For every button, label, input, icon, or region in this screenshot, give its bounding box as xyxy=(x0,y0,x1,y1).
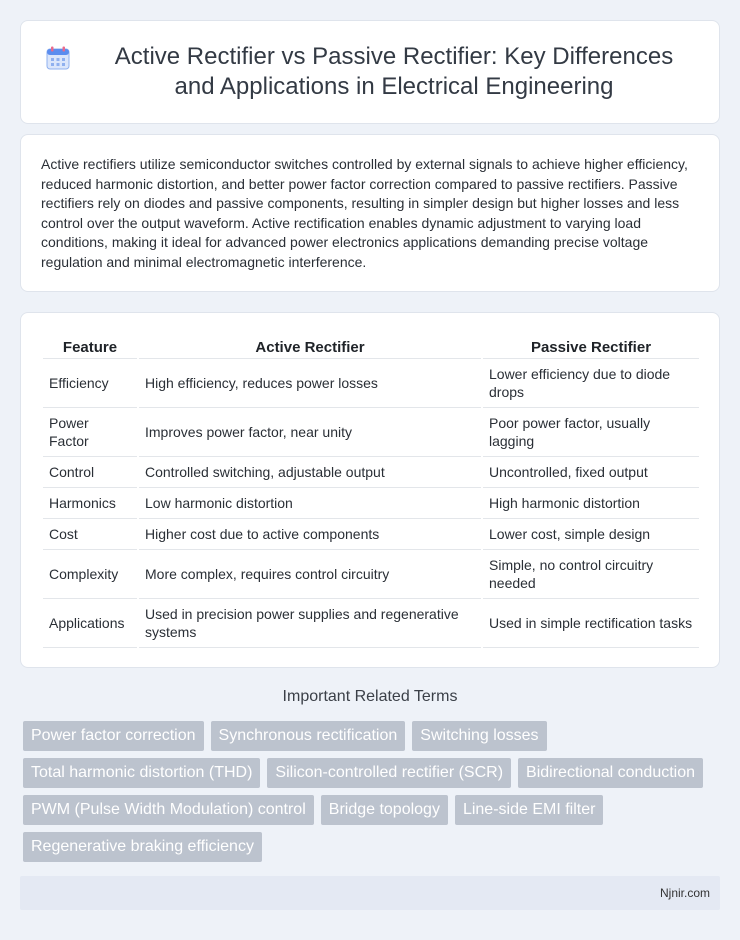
term-tag[interactable]: Synchronous rectification xyxy=(211,721,406,751)
cell-passive: Poor power factor, usually lagging xyxy=(483,408,699,457)
cell-passive: High harmonic distortion xyxy=(483,488,699,519)
related-terms-list xyxy=(23,721,717,862)
cell-feature: Cost xyxy=(43,519,137,550)
term-tag[interactable]: Power factor correction xyxy=(23,721,204,751)
table-row xyxy=(43,359,699,408)
column-header-active: Active Rectifier xyxy=(139,333,481,359)
cell-feature: Efficiency xyxy=(43,359,137,408)
cell-passive: Lower efficiency due to diode drops xyxy=(483,359,699,408)
intro-paragraph: Active rectifiers utilize semiconductor switches controlled by external signals to achieve higher efficiency, reduced harmonic distortion, and better power factor correction compared to passive rectifiers. Passive rectifiers rely on diodes and passive components, resulting in simpler design but higher losses and less control over the output waveform. Active rectification enables dynamic adjustment to varying load conditions, making it ideal for advanced power electronics applications demanding precise voltage regulation and minimal electromagnetic interference. xyxy=(41,156,688,270)
cell-active: Controlled switching, adjustable output xyxy=(139,457,481,488)
term-tag[interactable]: Silicon-controlled rectifier (SCR) xyxy=(267,758,511,788)
cell-active: Higher cost due to active components xyxy=(139,519,481,550)
column-header-passive: Passive Rectifier xyxy=(483,333,699,359)
comparison-table xyxy=(41,333,701,648)
title-card xyxy=(20,20,720,124)
term-tag[interactable]: Bridge topology xyxy=(321,795,448,825)
table-row xyxy=(43,550,699,599)
term-tag[interactable]: PWM (Pulse Width Modulation) control xyxy=(23,795,314,825)
table-row xyxy=(43,599,699,648)
intro-card xyxy=(20,134,720,292)
cell-feature: Power Factor xyxy=(43,408,137,457)
cell-feature: Control xyxy=(43,457,137,488)
calendar-icon xyxy=(45,45,71,71)
cell-feature: Applications xyxy=(43,599,137,648)
cell-feature: Complexity xyxy=(43,550,137,599)
page-title: Active Rectifier vs Passive Rectifier: Key Differences and Applications in Electrical Engineering xyxy=(114,43,674,100)
term-tag[interactable]: Bidirectional conduction xyxy=(518,758,703,788)
cell-passive: Uncontrolled, fixed output xyxy=(483,457,699,488)
term-tag[interactable]: Switching losses xyxy=(412,721,546,751)
comparison-card xyxy=(20,312,720,668)
table-row xyxy=(43,519,699,550)
cell-passive: Lower cost, simple design xyxy=(483,519,699,550)
term-tag[interactable]: Regenerative braking efficiency xyxy=(23,832,262,862)
table-row xyxy=(43,457,699,488)
cell-feature: Harmonics xyxy=(43,488,137,519)
cell-active: High efficiency, reduces power losses xyxy=(139,359,481,408)
cell-active: Improves power factor, near unity xyxy=(139,408,481,457)
table-row xyxy=(43,488,699,519)
cell-active: More complex, requires control circuitry xyxy=(139,550,481,599)
table-row xyxy=(43,408,699,457)
term-tag[interactable]: Total harmonic distortion (THD) xyxy=(23,758,260,788)
column-header-feature: Feature xyxy=(43,333,137,359)
footer-site-name[interactable]: Njnir.com xyxy=(659,886,710,900)
related-terms-heading: Important Related Terms xyxy=(282,688,458,705)
term-tag[interactable]: Line-side EMI filter xyxy=(455,795,604,825)
cell-passive: Used in simple rectification tasks xyxy=(483,599,699,648)
cell-active: Low harmonic distortion xyxy=(139,488,481,519)
footer xyxy=(20,876,720,910)
cell-passive: Simple, no control circuitry needed xyxy=(483,550,699,599)
table-header-row xyxy=(43,333,699,359)
cell-active: Used in precision power supplies and regenerative systems xyxy=(139,599,481,648)
